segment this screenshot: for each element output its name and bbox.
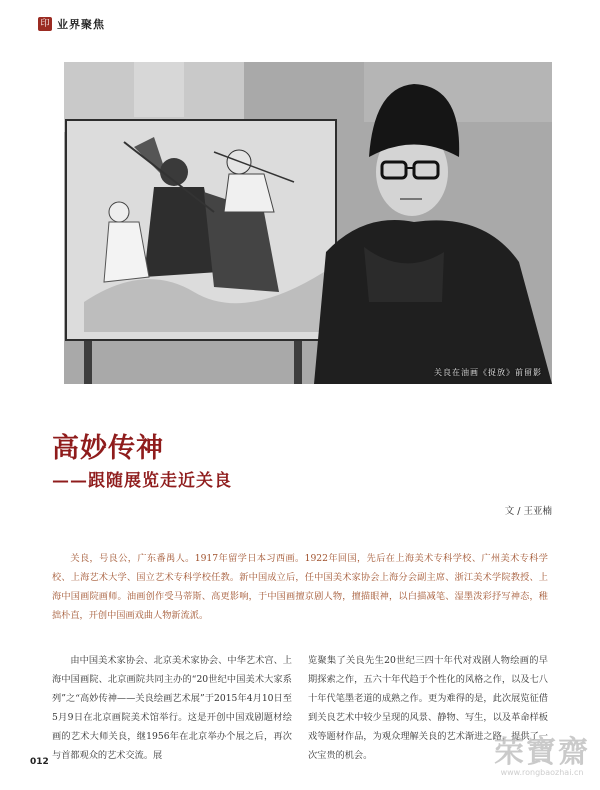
photo-illustration [64, 62, 552, 384]
body-column-right: 览聚集了关良先生20世纪三四十年代对戏剧人物绘画的早期探索之作，五六十年代趋于个性化的风格之作，以及七八十年代笔墨老道的成熟之作。更为难得的是，此次展览征借到关良艺术中较少呈现的风景、静物、写生，以及革命样板戏等题材作品，为观众理解关良的艺术渐进之路，提供了一次宝贵的机会。 [308, 655, 548, 761]
watermark [494, 736, 590, 777]
page-number: 012 [30, 757, 49, 767]
feature-photo [64, 62, 552, 384]
photo-caption: 关良在油画《捉放》前留影 [434, 368, 542, 377]
article-subtitle: ——跟随展览走近关良 [52, 471, 232, 491]
watermark-logo: 荣寶齋 [494, 735, 590, 770]
article-title: 高妙传神 [52, 433, 164, 464]
body-column-left: 由中国美术家协会、北京美术家协会、中华艺术宫、上海中国画院、北京画院共同主办的“20世纪中国美术大家系列”之“高妙传神——关良绘画艺术展”于2015年4月10日至5月9日在北京画院美术馆举行。这是开创中国戏剧题材绘画的艺术大师关良，继1956年在北京举办个展之后，再次与首都观众的艺术交流。展 [52, 655, 292, 761]
section-label: 业界聚焦 [57, 18, 105, 31]
seal-icon: 印 [38, 17, 52, 31]
article-author: 文 / 王亚楠 [504, 506, 552, 517]
article-intro: 关良，号良公，广东番禺人。1917年留学日本习西画。1922年回国，先后在上海美术专科学校、广州美术专科学校、上海艺术大学、国立艺术专科学校任教。新中国成立后，任中国美术家协会上海分会副主席、浙江美术学院教授、上海中国画院画师。油画创作受马蒂斯、高更影响，于中国画擅京剧人物，擅描眼神，以白描减笔、湿墨泼彩抒写神态，稚拙朴直，开创中国画戏曲人物新流派。 [52, 553, 548, 621]
section-header [38, 16, 105, 32]
watermark-url: www.rongbaozhai.cn [500, 768, 584, 777]
